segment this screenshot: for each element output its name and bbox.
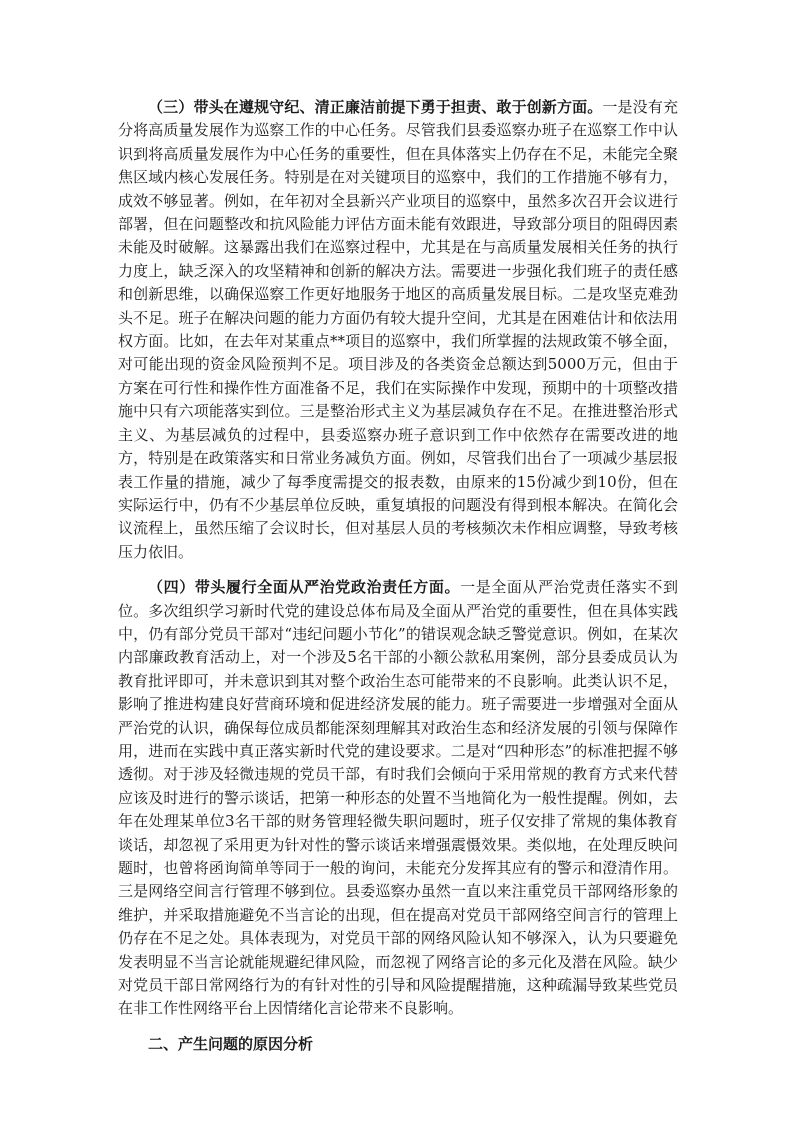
- paragraph-3-body: 一是没有充分将高质量发展作为巡察工作的中心任务。尽管我们县委巡察办班子在巡察工作中认识到将高质量发展作为中心任务的重要性，但在具体落实上仍存在不足，未能完全聚焦区域内核心发展任务。特别是在对关键项目的巡察中，我们的工作措施不够有力，成效不够显著。例如，在年初对全县新兴产业项目的巡察中，虽然多次召开会议进行部署，但在问题整改和抗风险能力评估方面未能有效跟进，导致部分项目的阻碍因素未能及时破解。这暴露出我们在巡察过程中，尤其是在与高质量发展相关任务的执行力度上，缺乏深入的攻坚精神和创新的解决方法。需要进一步强化我们班子的责任感和创新思维，以确保巡察工作更好地服务于地区的高质量发展目标。二是攻坚克难劲头不足。班子在解决问题的能力方面仍有较大提升空间，尤其是在困难估计和依法用权方面。比如，在去年对某重点**项目的巡察中，我们所掌握的法规政策不够全面，对可能出现的资金风险预判不足。项目涉及的各类资金总额达到5000万元，但由于方案在可行性和操作性方面准备不足，我们在实际操作中发现，预期中的十项整改措施中只有六项能落实到位。三是整治形式主义为基层减负存在不足。在推进整治形式主义、为基层减负的过程中，县委巡察办班子意识到工作中依然存在需要改进的地方，特别是在政策落实和日常业务减负方面。例如，尽管我们出台了一项减少基层报表工作量的措施，减少了每季度需提交的报表数，由原来的15份减少到10份，但在实际运行中，仍有不少基层单位反映，重复填报的问题没有得到根本解决。在简化会议流程上，虽然压缩了会议时长，但对基层人员的考核频次未作相应调整，导致考核压力依旧。: [118, 98, 678, 561]
- paragraph-3-heading: （三）带头在遵规守纪、清正廉洁前提下勇于担责、敢于创新方面。: [148, 98, 603, 116]
- paragraph-4: [118, 576, 678, 1021]
- paragraph-4-body: 一是全面从严治党责任落实不到位。多次组织学习新时代党的建设总体布局及全面从严治党的重要性，但在具体实践中，仍有部分党员干部对“违纪问题小节化”的错误观念缺乏警觉意识。例如，在某次内部廉政教育活动上，对一个涉及5名干部的小额公款私用案例，部分县委成员认为教育批评即可，并未意识到其对整个政治生态可能带来的不良影响。此类认识不足，影响了推进构建良好营商环境和促进经济发展的能力。班子需要进一步增强对全面从严治党的认识，确保每位成员都能深刻理解其对政治生态和经济发展的引领与保障作用，进而在实践中真正落实新时代党的建设要求。二是对“四种形态”的标准把握不够透彻。对于涉及轻微违规的党员干部，有时我们会倾向于采用常规的教育方式来代替应该及时进行的警示谈话，把第一种形态的处置不当地简化为一般性提醒。例如，去年在处理某单位3名干部的财务管理轻微失职问题时，班子仅安排了常规的集体教育谈话，却忽视了采用更为针对性的警示谈话来增强震慑效果。类似地，在处理反映问题时，也曾将函询简单等同于一般的询问，未能充分发挥其应有的警示和澄清作用。三是网络空间言行管理不够到位。县委巡察办虽然一直以来注重党员干部网络形象的维护，并采取措施避免不当言论的出现，但在提高对党员干部网络空间言行的管理上仍存在不足之处。具体表现为，对党员干部的网络风险认知不够深入，认为只要避免发表明显不当言论就能规避纪律风险，而忽视了网络言论的多元化及潜在风险。缺少对党员干部日常网络行为的有针对性的引导和风险提醒措施，这种疏漏导致某些党员在非工作性网络平台上因情绪化言论带来不良影响。: [118, 578, 678, 1018]
- paragraph-4-heading: （四）带头履行全面从严治党政治责任方面。: [148, 578, 461, 597]
- document-page: [118, 96, 678, 1056]
- section-heading: 二、产生问题的原因分析: [148, 1034, 314, 1053]
- paragraph-3: [118, 96, 678, 564]
